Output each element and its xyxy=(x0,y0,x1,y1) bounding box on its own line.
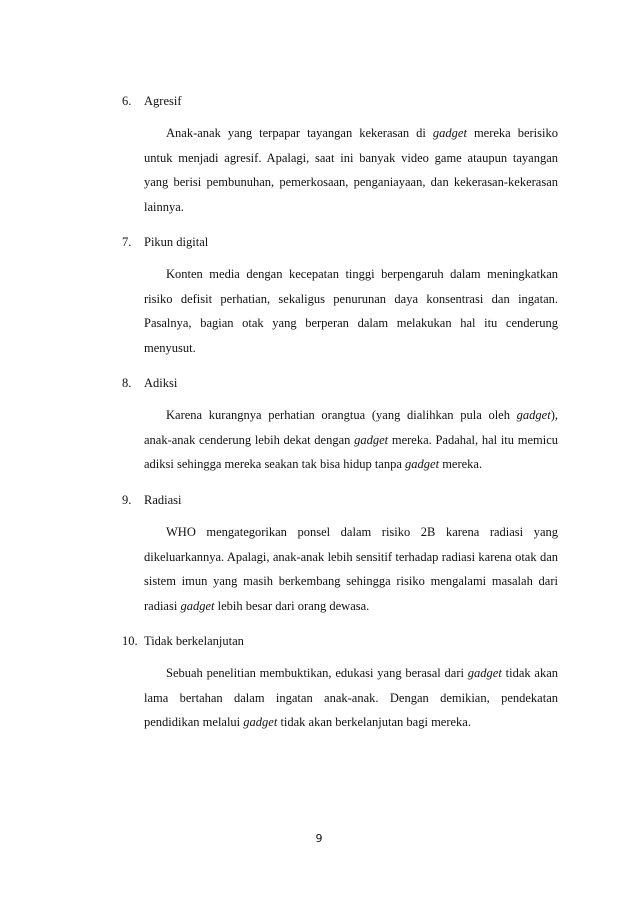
list-item-pikun-digital xyxy=(122,234,558,355)
item-title: Radiasi xyxy=(144,493,182,507)
item-body: Konten media dengan kecepatan tinggi berpengaruh dalam meningkatkan risiko defisit perhatian, sekaligus penurunan daya konsentrasi dan ingatan. Pasalnya, bagian otak yang berperan dalam melakukan hal itu cenderung menyusut. xyxy=(144,267,558,355)
item-heading xyxy=(122,633,558,649)
item-title: Adiksi xyxy=(144,376,178,390)
italic-term: gadget xyxy=(516,408,551,422)
item-number: 9. xyxy=(122,493,132,507)
item-number: 6. xyxy=(122,94,132,108)
item-number: 8. xyxy=(122,376,132,390)
list-item-radiasi xyxy=(122,492,558,613)
item-heading xyxy=(122,234,558,250)
item-heading xyxy=(122,492,558,508)
item-number: 10. xyxy=(122,634,138,648)
list-item-adiksi xyxy=(122,375,558,471)
italic-term: gadget xyxy=(243,715,278,729)
italic-term: gadget xyxy=(405,457,440,471)
item-heading xyxy=(122,93,558,109)
italic-term: gadget xyxy=(354,432,389,447)
item-heading xyxy=(122,375,558,391)
list-item-tidak-berkelanjutan xyxy=(122,633,558,729)
item-title: Tidak berkelanjutan xyxy=(144,634,244,648)
italic-term: gadget xyxy=(180,598,215,613)
italic-term: gadget xyxy=(467,666,502,680)
item-number: 7. xyxy=(122,235,132,249)
italic-term: gadget xyxy=(432,126,467,140)
list-item-agresif xyxy=(122,93,558,214)
item-body: WHO mengategorikan ponsel dalam risiko 2B karena radiasi yang dikeluarkannya. Apalagi, anak-anak lebih sensitif terhadap radiasi karena otak dan sistem imun yang masih berkembang sehingga risiko mengalami masalah dari radiasi gadget lebih besar dari orang dewasa. xyxy=(144,525,558,613)
item-body: Anak-anak yang terpapar tayangan kekerasan di gadget mereka berisiko untuk menjadi agresif. Apalagi, saat ini banyak video game ataupun tayangan yang berisi pembunuhan, pemerkosaan, penganiayaan, dan kekerasan-kekerasan lainnya. xyxy=(144,126,558,214)
item-body: Sebuah penelitian membuktikan, edukasi yang berasal dari gadget tidak akan lama bertahan dalam ingatan anak-anak. Dengan demikian, pendekatan pendidikan melalui gadget tidak akan berkelanjutan bagi mereka. xyxy=(144,666,558,729)
page-number: 9 xyxy=(315,832,323,845)
item-title: Pikun digital xyxy=(144,235,209,249)
item-title: Agresif xyxy=(144,94,182,108)
item-body: Karena kurangnya perhatian orangtua (yang dialihkan pula oleh gadget), anak-anak cenderung lebih dekat dengan gadget mereka. Padahal, hal itu memicu adiksi sehingga mereka seakan tak bisa hidup tanpa gadget mereka. xyxy=(144,408,558,471)
